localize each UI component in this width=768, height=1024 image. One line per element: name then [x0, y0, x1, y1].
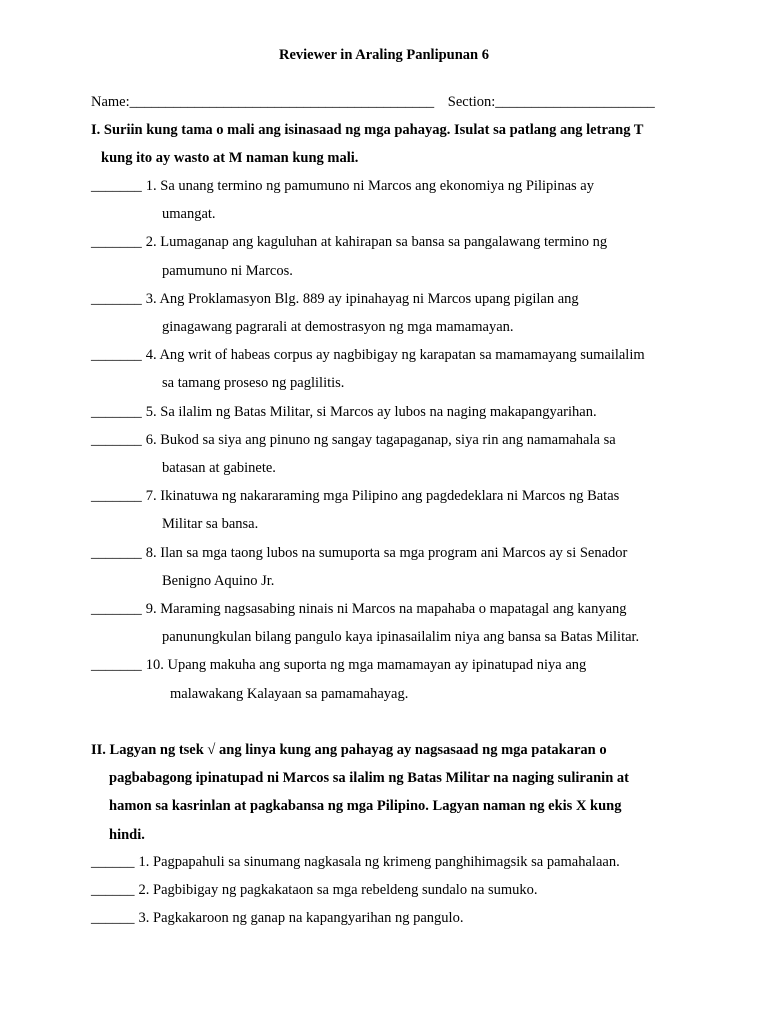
name-field[interactable]: Name:__________________________________________ [91, 94, 435, 110]
part1-instructions [91, 116, 691, 172]
part2-items [91, 848, 620, 933]
item-text-continued: batasan at gabinete. [162, 460, 276, 477]
part2-instruction-line4: hindi. [109, 826, 145, 843]
item-text: 5. Sa ilalim ng Batas Militar, si Marcos ay lubos na naging makapangyarihan. [145, 403, 597, 420]
part2-instruction-line3: hamon sa kasrinlan at pagkabansa ng mga Pilipino. Lagyan naman ng ekis X kung [109, 798, 622, 815]
answer-blank[interactable]: _______ [91, 290, 142, 307]
item-text: 7. Ikinatuwa ng nakararaming mga Pilipino ang pagdedeklara ni Marcos ng Batas [145, 488, 620, 505]
part2-instruction-line1: II. Lagyan ng tsek √ ang linya kung ang pahayag ay nagsasaad ng mga patakaran o [91, 742, 607, 758]
item-text: 9. Maraming nagsasabing ninais ni Marcos na mapahaba o mapatagal ang kanyang [145, 601, 627, 618]
part1-items [91, 172, 645, 708]
item-text: 3. Ang Proklamasyon Blg. 889 ay ipinahayag ni Marcos upang pigilan ang [145, 290, 579, 307]
answer-blank[interactable]: _______ [91, 601, 142, 618]
part1-item-10 [91, 651, 645, 707]
student-info-line [91, 94, 655, 111]
item-text: 4. Ang writ of habeas corpus ay nagbibigay ng karapatan sa mamamayang sumailalim [145, 347, 645, 364]
item-text: 8. Ilan sa mga taong lubos na sumuporta sa mga program ani Marcos ay si Senador [145, 544, 628, 561]
section-field[interactable]: Section:______________________ [447, 94, 655, 110]
part1-item-5 [91, 398, 645, 426]
item-text: 1. Sa unang termino ng pamumuno ni Marcos ang ekonomiya ng Pilipinas ay [145, 178, 594, 194]
part1-instruction-line2: kung ito ay wasto at M naman kung mali. [101, 150, 359, 167]
item-text-continued: ginagawang pagrarali at demostrasyon ng mga mamamayan. [162, 319, 514, 336]
answer-blank[interactable]: _______ [91, 403, 142, 420]
item-text-continued: sa tamang proseso ng paglilitis. [162, 375, 345, 392]
answer-blank[interactable]: _______ [91, 347, 142, 364]
part1-item-8 [91, 539, 645, 595]
item-text: 2. Lumaganap ang kaguluhan at kahirapan sa bansa sa pangalawang termino ng [145, 234, 608, 251]
item-text: 6. Bukod sa siya ang pinuno ng sangay tagapaganap, siya rin ang namamahala sa [145, 431, 616, 448]
part1-item-3 [91, 285, 645, 341]
answer-blank[interactable]: _______ [91, 234, 142, 251]
item-text-continued: malawakang Kalayaan sa pamamahayag. [170, 685, 409, 702]
page-title: Reviewer in Araling Panlipunan 6 [278, 47, 489, 63]
answer-blank[interactable]: _______ [91, 657, 142, 674]
part1-item-2 [91, 228, 645, 284]
part2-instructions [91, 736, 691, 849]
part1-instruction-line1: I. Suriin kung tama o mali ang isinasaad ng mga pahayag. Isulat sa patlang ang letrang T [91, 122, 644, 138]
item-text-continued: Benigno Aquino Jr. [162, 572, 275, 589]
item-text: 1. Pagpapahuli sa sinumang nagkasala ng krimeng panghihimagsik sa pamahalaan. [138, 854, 620, 870]
item-text-continued: panunungkulan bilang pangulo kaya ipinasailalim niya ang bansa sa Batas Militar. [162, 629, 640, 646]
answer-blank[interactable]: ______ [91, 882, 135, 899]
answer-blank[interactable]: ______ [91, 910, 135, 927]
part1-item-9 [91, 595, 645, 651]
item-text: 3. Pagkakaroon ng ganap na kapangyarihan ng pangulo. [138, 910, 464, 927]
item-text-continued: Militar sa bansa. [162, 516, 259, 533]
part2-item-3 [91, 904, 620, 932]
part2-item-1 [91, 848, 620, 876]
part1-item-6 [91, 426, 645, 482]
item-text-continued: pamumuno ni Marcos. [162, 262, 293, 279]
answer-blank[interactable]: _______ [91, 488, 142, 505]
answer-blank[interactable]: ______ [91, 854, 135, 870]
item-text: 10. Upang makuha ang suporta ng mga mamamayan ay ipinatupad niya ang [145, 657, 587, 674]
answer-blank[interactable]: _______ [91, 431, 142, 448]
part2-instruction-line2: pagbabagong ipinatupad ni Marcos sa ilalim ng Batas Militar na naging suliranin at [109, 770, 629, 787]
part1-item-7 [91, 482, 645, 538]
part2-item-2 [91, 876, 620, 904]
item-text-continued: umangat. [162, 206, 216, 223]
part1-item-4 [91, 341, 645, 397]
item-text: 2. Pagbibigay ng pagkakataon sa mga rebeldeng sundalo na sumuko. [138, 882, 538, 899]
answer-blank[interactable]: _______ [91, 178, 142, 194]
answer-blank[interactable]: _______ [91, 544, 142, 561]
part1-item-1 [91, 172, 645, 228]
